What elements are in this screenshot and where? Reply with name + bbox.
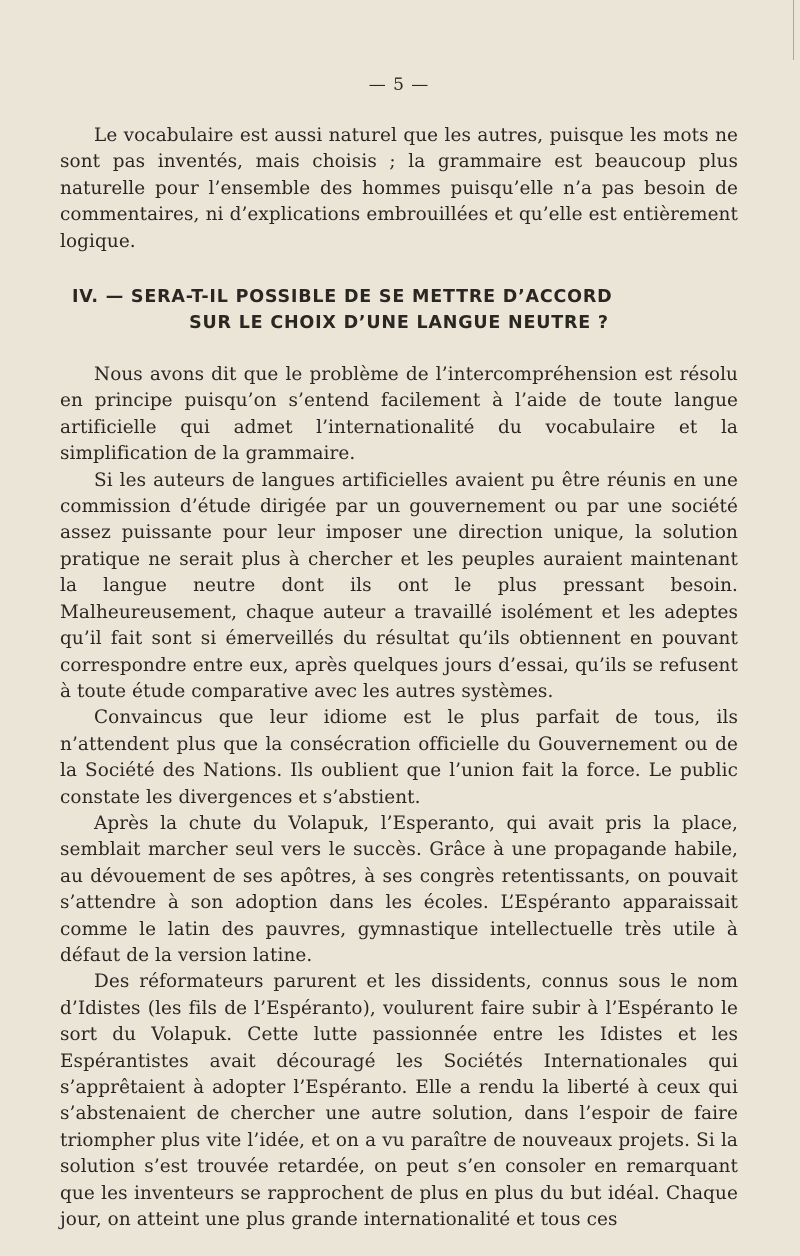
section-heading-line-2: SUR LE CHOIX D’UNE LANGUE NEUTRE ? — [189, 313, 609, 334]
paragraph-intercomprehension: Nous avons dit que le problème de l’intercompréhension est résolu en principe puisqu’on s’entend facilement à l’aide de toute langue artificielle qui admet l’internationalité du vocabulaire et la simplification de la grammaire. — [60, 364, 738, 465]
section-heading-line-1: IV. — SERA-T-IL POSSIBLE DE SE METTRE D’ACCORD — [72, 287, 613, 308]
page-number: — 5 — — [368, 75, 430, 95]
page-edge-line — [793, 0, 794, 60]
paragraph-vocabulary: Le vocabulaire est aussi naturel que les autres, puisque les mots ne sont pas inventés, mais choisis ; la grammaire est beaucoup plus naturelle pour l’ensemble des hommes puisqu’elle n’a pas besoin de commentaires, ni d’explications embrouillées et qu’elle est entièrement logique. — [60, 125, 738, 252]
paragraph-commission: Si les auteurs de langues artificielles avaient pu être réunis en une commission d’étude dirigée par un gouvernement ou par une société assez puissante pour leur imposer une direction unique, la solution pratique ne serait plus à chercher et les peuples auraient maintenant la langue neutre dont ils ont le plus pressant besoin. Malheureusement, chaque auteur a travaillé isolément et les adeptes qu’il fait sont si émerveillés du résultat qu’ils obtiennent en pouvant correspondre entre eux, après quelques jours d’essai, qu’ils se refusent à toute étude comparative avec les autres systèmes. — [60, 469, 738, 702]
document-page — [60, 75, 738, 1233]
paragraph-volapuk: Après la chute du Volapuk, l’Esperanto, qui avait pris la place, semblait marcher seul vers le succès. Grâce à une propagande habile, au dévouement de ses apôtres, à ses congrès retentissants, on pouvait s’attendre à son adoption dans les écoles. L’Espéranto apparaissait comme le latin des pauvres, gymnastique intellectuelle très utile à défaut de la version latine. — [60, 812, 738, 966]
section-heading — [60, 284, 738, 336]
paragraph-convaincus: Convaincus que leur idiome est le plus parfait de tous, ils n’attendent plus que la consécration officielle du Gouvernement ou de la Société des Nations. Ils oublient que l’union fait la force. Le public constate les divergences et s’abstient. — [60, 707, 738, 808]
paragraph-reformateurs: Des réformateurs parurent et les dissidents, connus sous le nom d’Idistes (les fils de l’Espéranto), voulurent faire subir à l’Espéranto le sort du Volapuk. Cette lutte passionnée entre les Idistes et les Espérantistes avait découragé les Sociétés Internationales qui s’apprêtaient à adopter l’Espéranto. Elle a rendu la liberté à ceux qui s’abstenaient de chercher une autre solution, dans l’espoir de faire triompher plus vite l’idée, et on a vu paraître de nouveaux projets. Si la solution s’est trouvée retardée, on peut s’en consoler en remarquant que les inventeurs se rapprochent de plus en plus du but idéal. Chaque jour, on atteint une plus grande internationalité et tous ces — [60, 971, 738, 1231]
